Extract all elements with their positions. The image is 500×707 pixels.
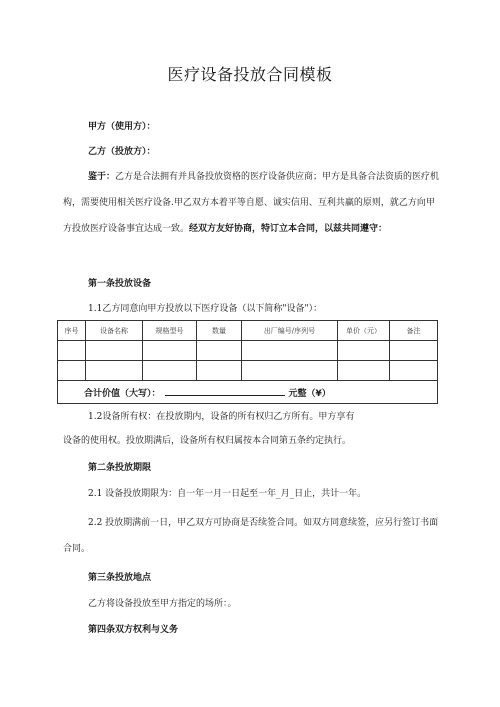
document-title: 医疗设备投放合同模板 [167, 65, 333, 84]
table-cell [197, 341, 242, 361]
table-cell [390, 361, 438, 381]
table-cell [58, 341, 86, 361]
table-total-cell [58, 381, 438, 404]
table-header-cell: 出厂编号/序列号 [242, 321, 338, 341]
article3-heading: 第三条投放地点 [88, 573, 152, 583]
table-header-cell: 设备名称 [86, 321, 143, 341]
table-cell [58, 361, 86, 381]
table-cell [338, 361, 390, 381]
clause-2-2-paragraph [63, 510, 441, 562]
clause-1-1: 1.1乙方同意向甲方投放以下医疗设备（以下简称"设备"）： [88, 304, 323, 314]
table-cell [143, 361, 197, 381]
total-blank-line [165, 386, 285, 396]
total-suffix: 元整（¥） [288, 388, 331, 399]
recital-bold-text: 经双方友好协商，特订立本合同，以兹共同遵守： [189, 224, 388, 234]
recital-text: 乙方是合法拥有并具备投放资格的医疗设备供应商；甲方是具备合法资质的医疗机构，需要使用相关医疗设备.甲乙双方本着平等自愿、诚实信用、互利共赢的原则，就乙方向甲方投放医疗设备事宜达成一致。 [63, 172, 440, 234]
total-label: 合计价值（大写）： [84, 388, 161, 399]
article2-heading: 第二条投放期限 [88, 463, 152, 473]
table-cell [338, 341, 390, 361]
table-header-cell: 规格型号 [143, 321, 197, 341]
table-total-row [58, 381, 438, 404]
table-cell [143, 341, 197, 361]
article4-heading: 第四条双方权利与义务 [88, 625, 179, 635]
table-header-cell: 数量 [197, 321, 242, 341]
clause-1-2-line2: 设备的使用权。投放期满后，设备所有权归属按本合同第五条约定执行。 [63, 436, 352, 446]
table-cell [390, 341, 438, 361]
table-cell [86, 341, 143, 361]
table-header-cell: 单价（元） [338, 321, 390, 341]
table-cell [86, 361, 143, 381]
table-header-cell: 备注 [390, 321, 438, 341]
table-cell [242, 341, 338, 361]
clause-2-1: 2.1 设备投放期限为：自一年一月一日起至一年_月_日止，共计一年。 [88, 489, 367, 499]
table-cell [197, 361, 242, 381]
equipment-table [57, 320, 438, 404]
party-b-label: 乙方（投放方）： [88, 147, 156, 157]
clause-1-2-line1: 1.2设备所有权：在投放期内，设备的所有权归乙方所有。甲方享有 [88, 412, 355, 422]
article3-text: 乙方将设备投放至甲方指定的场所：。 [88, 599, 237, 609]
table-cell [242, 361, 338, 381]
party-a-label: 甲方（使用方）： [88, 122, 156, 132]
recital-label: 鉴于： [88, 172, 116, 182]
table-header-row [58, 321, 438, 341]
recital-paragraph [63, 164, 441, 242]
article1-heading: 第一条投放设备 [88, 279, 152, 289]
clause-2-2: 2.2 投放期满前一日，甲乙双方可协商是否续签合同。如双方同意续签，应另行签订书面合同。 [63, 518, 439, 554]
table-header-cell: 序号 [58, 321, 86, 341]
table-row [58, 341, 438, 361]
table-row [58, 361, 438, 381]
